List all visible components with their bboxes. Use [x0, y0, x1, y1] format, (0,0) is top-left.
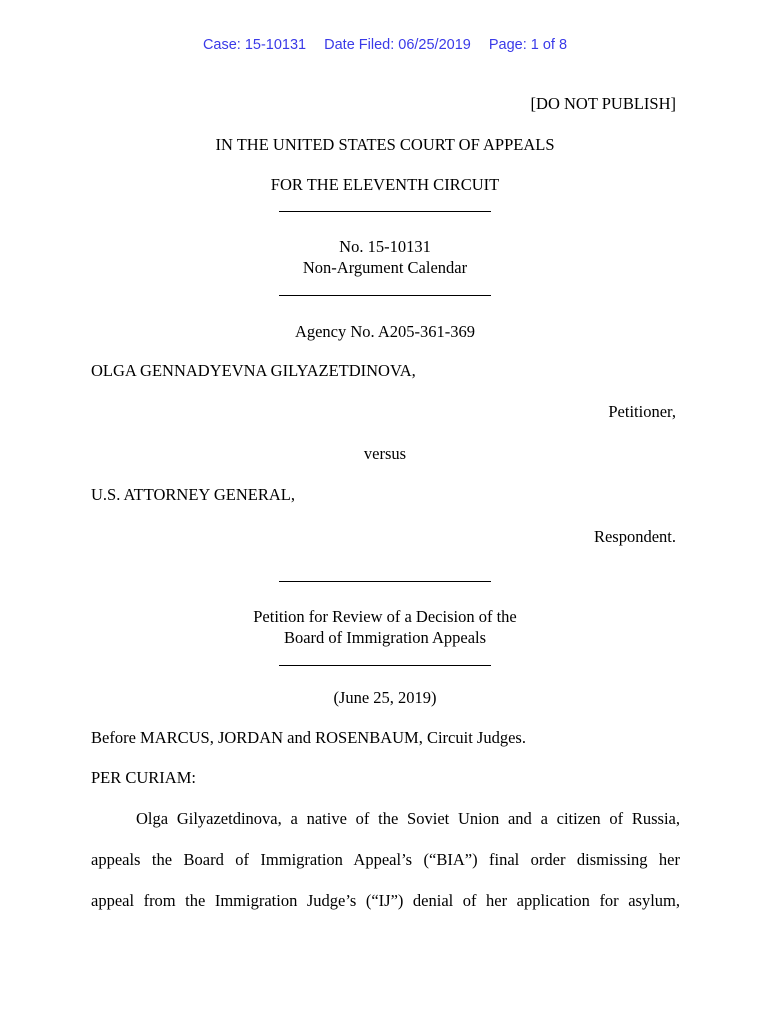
circuit-name: FOR THE ELEVENTH CIRCUIT — [270, 175, 500, 194]
divider — [279, 581, 491, 582]
divider — [279, 665, 491, 666]
date-filed-header: Date Filed: 06/25/2019 — [324, 37, 471, 53]
page-count-header: Page: 1 of 8 — [488, 37, 568, 53]
petition-board: Board of Immigration Appeals — [283, 628, 487, 647]
agency-number: Agency No. A205-361-369 — [294, 322, 476, 341]
per-curiam-heading: PER CURIAM: — [91, 768, 196, 787]
publish-notice: [DO NOT PUBLISH] — [530, 94, 676, 113]
respondent-role: Respondent. — [593, 527, 676, 546]
petition-title: Petition for Review of a Decision of the — [253, 607, 517, 626]
divider — [279, 211, 491, 212]
divider — [279, 295, 491, 296]
decision-date: (June 25, 2019) — [333, 688, 437, 707]
body-line: appeals the Board of Immigration Appeal’s (“BIA”) final order dismissing her — [91, 850, 680, 869]
case-number: No. 15-10131 — [339, 237, 431, 256]
judges-line: Before MARCUS, JORDAN and ROSENBAUM, Circuit Judges. — [91, 728, 526, 747]
respondent-name: U.S. ATTORNEY GENERAL, — [91, 485, 295, 504]
court-name: IN THE UNITED STATES COURT OF APPEALS — [215, 135, 555, 154]
case-number-header: Case: 15-10131 — [202, 37, 307, 53]
versus-label: versus — [363, 444, 407, 463]
body-line: appeal from the Immigration Judge’s (“IJ”) denial of her application for asylum, — [91, 891, 680, 910]
calendar-type: Non-Argument Calendar — [302, 258, 468, 277]
filing-header — [0, 37, 770, 53]
petitioner-role: Petitioner, — [608, 402, 676, 421]
petitioner-name: OLGA GENNADYEVNA GILYAZETDINOVA, — [91, 361, 416, 380]
body-line: Olga Gilyazetdinova, a native of the Soviet Union and a citizen of Russia, — [136, 809, 680, 828]
